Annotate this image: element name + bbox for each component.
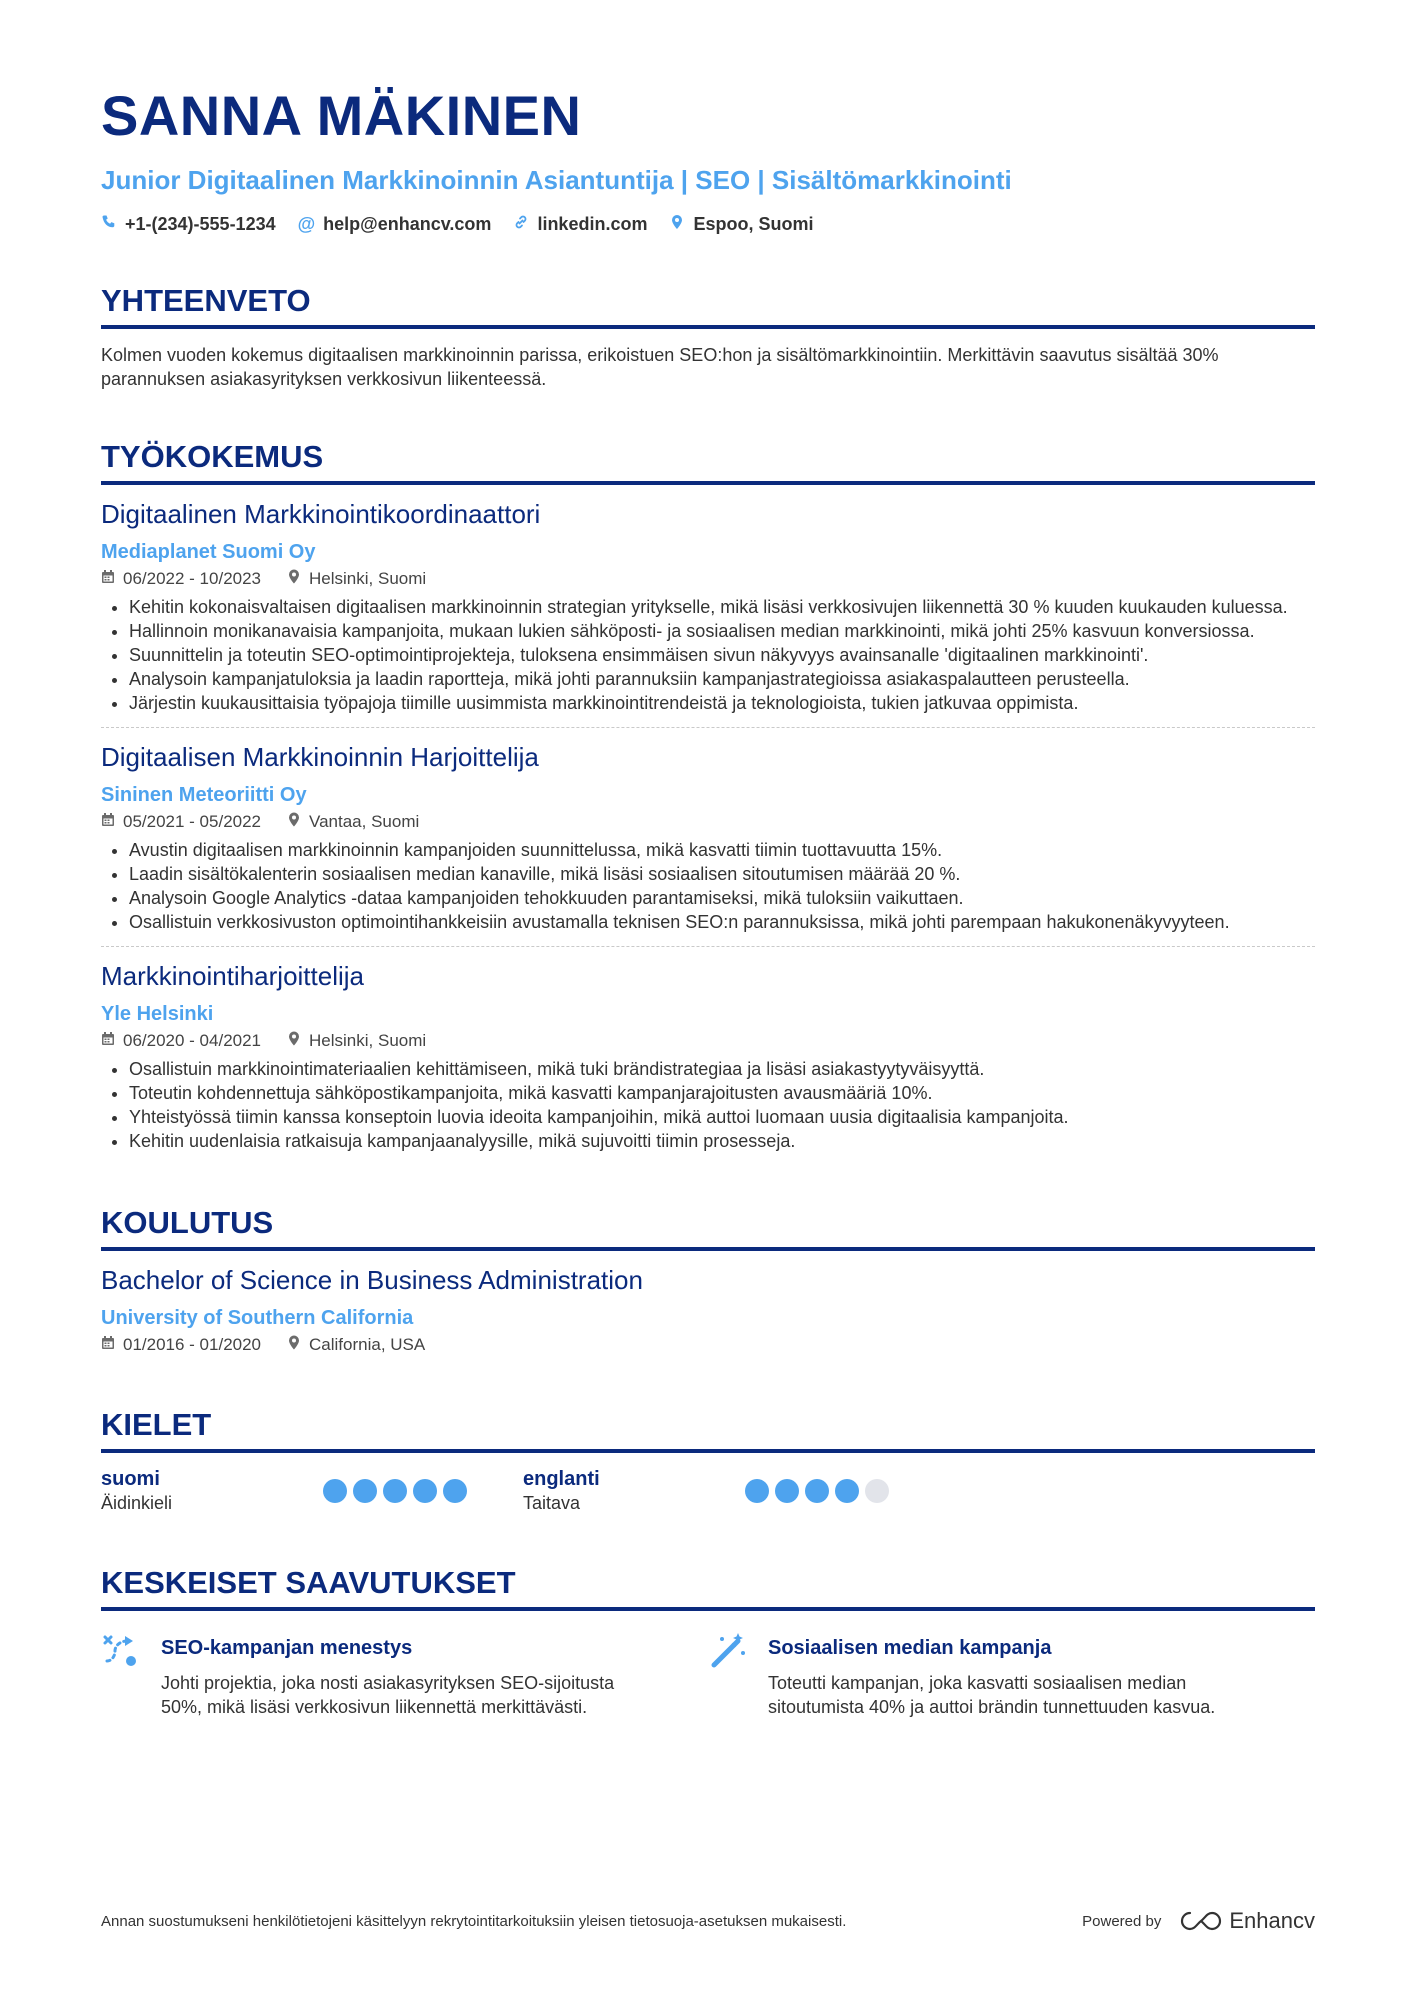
rating-dot-filled	[353, 1479, 377, 1503]
job-dates-text: 06/2022 - 10/2023	[123, 569, 262, 588]
linkedin-text: linkedin.com	[537, 214, 648, 234]
bullet-item: • Hallinnoin monikanavaisia kampanjoita, mukaan lukien sähköposti- ja sosiaalisen median markkinointi, mikä johti 25% kasvuun konversiossa.	[129, 619, 1315, 643]
rating-dot-filled	[745, 1479, 769, 1503]
bullet-item: • Kehitin uudenlaisia ratkaisuja kampanjaanalyysille, mikä sujuvoitti tiimin prosesseja.	[129, 1129, 1315, 1153]
job-title: Markkinointiharjoittelija	[101, 961, 364, 991]
powered-by	[1082, 1908, 1315, 1934]
location-pin-icon	[287, 1335, 301, 1355]
education-location-text: California, USA	[309, 1335, 426, 1354]
language-name: englanti	[523, 1468, 600, 1490]
job-dates	[101, 569, 261, 589]
calendar-icon	[101, 812, 115, 832]
location-text: Espoo, Suomi	[693, 214, 814, 234]
education-dates-text: 01/2016 - 01/2020	[123, 1335, 262, 1354]
rating-dot-filled	[323, 1479, 347, 1503]
bullet-item: • Toteutin kohdennettuja sähköpostikampanjoita, mikä kasvatti kampanjarajoitusten avausmääriä 10%.	[129, 1081, 1315, 1105]
bullet-item: • Kehitin kokonaisvaltaisen digitaalisen markkinoinnin strategian yritykselle, mikä lisäsi verkkosivujen liikennettä 30 % kuuden kuukauden kuluessa.	[129, 595, 1315, 619]
job-bullets	[101, 595, 1315, 715]
job-entry	[101, 728, 1315, 947]
gdpr-consent: Annan suostumukseni henkilötietojeni käsittelyyn rekrytointitarkoituksiin yleisen tietosuoja-asetuksen mukaisesti.	[101, 1912, 847, 1930]
language-list	[101, 1467, 1315, 1515]
rating-dot-filled	[413, 1479, 437, 1503]
contact-bar	[101, 214, 1315, 235]
language-item	[101, 1467, 523, 1515]
calendar-icon	[101, 1335, 115, 1355]
achievements-list	[101, 1631, 1315, 1719]
brand-name: Enhancv	[1229, 1908, 1315, 1933]
achievement-title: Sosiaalisen median kampanja	[768, 1637, 1052, 1659]
magic-wand-icon	[708, 1631, 748, 1719]
experience-section	[101, 439, 1315, 1165]
job-location-text: Vantaa, Suomi	[309, 812, 420, 831]
rating-dot-filled	[835, 1479, 859, 1503]
education-section	[101, 1205, 1315, 1367]
job-entry	[101, 947, 1315, 1165]
calendar-icon	[101, 569, 115, 589]
contact-location	[669, 214, 813, 235]
enhancv-logo[interactable]	[1179, 1908, 1315, 1934]
education-title: KOULUTUS	[101, 1205, 1315, 1251]
language-name: suomi	[101, 1468, 160, 1490]
summary-title: YHTEENVETO	[101, 283, 1315, 329]
job-dates	[101, 812, 261, 832]
location-pin-icon	[287, 569, 301, 589]
enhancv-logo-icon	[1179, 1910, 1223, 1932]
rating-dot-filled	[805, 1479, 829, 1503]
language-level: Taitava	[523, 1493, 581, 1513]
company-name: Yle Helsinki	[101, 1003, 214, 1025]
company-name: Mediaplanet Suomi Oy	[101, 541, 316, 563]
contact-phone[interactable]	[101, 214, 276, 235]
job-entry	[101, 485, 1315, 728]
rating-dot-empty	[865, 1479, 889, 1503]
job-title: Digitaalinen Markkinointikoordinaattori	[101, 499, 541, 529]
headline: Junior Digitaalinen Markkinoinnin Asiantuntija | SEO | Sisältömarkkinointi	[101, 165, 1012, 195]
strategy-icon	[101, 1631, 141, 1719]
job-dates-text: 05/2021 - 05/2022	[123, 812, 262, 831]
job-location-text: Helsinki, Suomi	[309, 569, 427, 588]
job-location-text: Helsinki, Suomi	[309, 1031, 427, 1050]
summary-text: Kolmen vuoden kokemus digitaalisen markkinoinnin parissa, erikoistuen SEO:hon ja sisältömarkkinointiin. Merkittävin saavutus sisältää 30% parannuksen asiakasyrityksen verkkosivun liikenteessä.	[101, 345, 1219, 389]
achievements-title: KESKEISET SAAVUTUKSET	[101, 1565, 1315, 1611]
degree: Bachelor of Science in Business Administration	[101, 1265, 643, 1295]
education-entry	[101, 1251, 1315, 1367]
contact-email[interactable]	[298, 214, 492, 235]
job-title: Digitaalisen Markkinoinnin Harjoittelija	[101, 742, 539, 772]
at-icon: @	[297, 214, 316, 234]
link-icon	[513, 214, 529, 235]
language-rating	[323, 1479, 467, 1515]
achievement-item	[708, 1631, 1315, 1719]
contact-linkedin[interactable]	[513, 214, 647, 235]
phone-icon	[101, 214, 117, 235]
school-name: University of Southern California	[101, 1307, 414, 1329]
bullet-item: • Yhteistyössä tiimin kanssa konseptoin luovia ideoita kampanjoihin, mikä auttoi luomaan uusia digitaalisia kampanjoita.	[129, 1105, 1315, 1129]
location-pin-icon	[287, 1031, 301, 1051]
bullet-item: • Laadin sisältökalenterin sosiaalisen median kanaville, mikä lisäsi sosiaalisen sitoutumisen määrää 20 %.	[129, 862, 1315, 886]
job-location	[287, 569, 426, 589]
job-location	[287, 1031, 426, 1051]
bullet-item: • Suunnittelin ja toteutin SEO-optimointiprojekteja, tuloksena ensimmäisen sivun näkyvyys avainsanalle 'digitaalinen markkinointi'.	[129, 643, 1315, 667]
rating-dot-filled	[443, 1479, 467, 1503]
achievement-description: Toteutti kampanjan, joka kasvatti sosiaalisen median sitoutumista 40% ja auttoi brändin tunnettuuden kasvua.	[768, 1673, 1216, 1717]
job-bullets	[101, 838, 1315, 934]
email-text: help@enhancv.com	[323, 214, 492, 234]
languages-title: KIELET	[101, 1407, 1315, 1453]
location-pin-icon	[669, 214, 685, 235]
calendar-icon	[101, 1031, 115, 1051]
job-dates	[101, 1031, 261, 1051]
footer	[101, 1908, 1315, 1934]
candidate-name: SANNA MÄKINEN	[101, 84, 582, 147]
job-meta	[101, 812, 1315, 832]
phone-text: +1-(234)-555-1234	[125, 214, 276, 234]
rating-dot-filled	[775, 1479, 799, 1503]
bullet-item: • Osallistuin verkkosivuston optimointihankkeisiin avustamalla teknisen SEO:n parannuksissa, mikä johti parempaan hakukonenäkyvyyteen.	[129, 910, 1315, 934]
bullet-item: • Avustin digitaalisen markkinoinnin kampanjoiden suunnittelussa, mikä kasvatti tiimin tuottavuutta 15%.	[129, 838, 1315, 862]
achievement-description: Johti projektia, joka nosti asiakasyrityksen SEO-sijoitusta 50%, mikä lisäsi verkkosivun liikennettä merkittävästi.	[161, 1673, 615, 1717]
bullet-item: • Osallistuin markkinointimateriaalien kehittämiseen, mikä tuki brändistrategiaa ja lisäsi asiakastyytyväisyyttä.	[129, 1057, 1315, 1081]
rating-dot-filled	[383, 1479, 407, 1503]
languages-section	[101, 1407, 1315, 1515]
location-pin-icon	[287, 812, 301, 832]
language-level: Äidinkieli	[101, 1493, 173, 1513]
education-meta	[101, 1335, 1315, 1355]
achievement-item	[101, 1631, 708, 1719]
job-meta	[101, 1031, 1315, 1051]
job-meta	[101, 569, 1315, 589]
bullet-item: • Analysoin Google Analytics -dataa kampanjoiden tehokkuuden parantamiseksi, mikä tuloksiin vaikuttaen.	[129, 886, 1315, 910]
achievement-title: SEO-kampanjan menestys	[161, 1637, 413, 1659]
job-dates-text: 06/2020 - 04/2021	[123, 1031, 262, 1050]
achievements-section	[101, 1565, 1315, 1719]
job-location	[287, 812, 419, 832]
company-name: Sininen Meteoriitti Oy	[101, 784, 307, 806]
bullet-item: • Analysoin kampanjatuloksia ja laadin raportteja, mikä johti parannuksiin kampanjastrategioissa asiakaspalautteen perusteella.	[129, 667, 1315, 691]
summary-section	[101, 283, 1315, 391]
education-location	[287, 1335, 425, 1355]
experience-title: TYÖKOKEMUS	[101, 439, 1315, 485]
bullet-item: • Järjestin kuukausittaisia työpajoja tiimille uusimmista markkinointitrendeistä ja teknologioista, tukien jatkuvaa oppimista.	[129, 691, 1315, 715]
powered-by-label: Powered by	[1082, 1912, 1162, 1930]
job-bullets	[101, 1057, 1315, 1153]
language-item	[523, 1467, 945, 1515]
language-rating	[745, 1479, 889, 1515]
education-dates	[101, 1335, 261, 1355]
